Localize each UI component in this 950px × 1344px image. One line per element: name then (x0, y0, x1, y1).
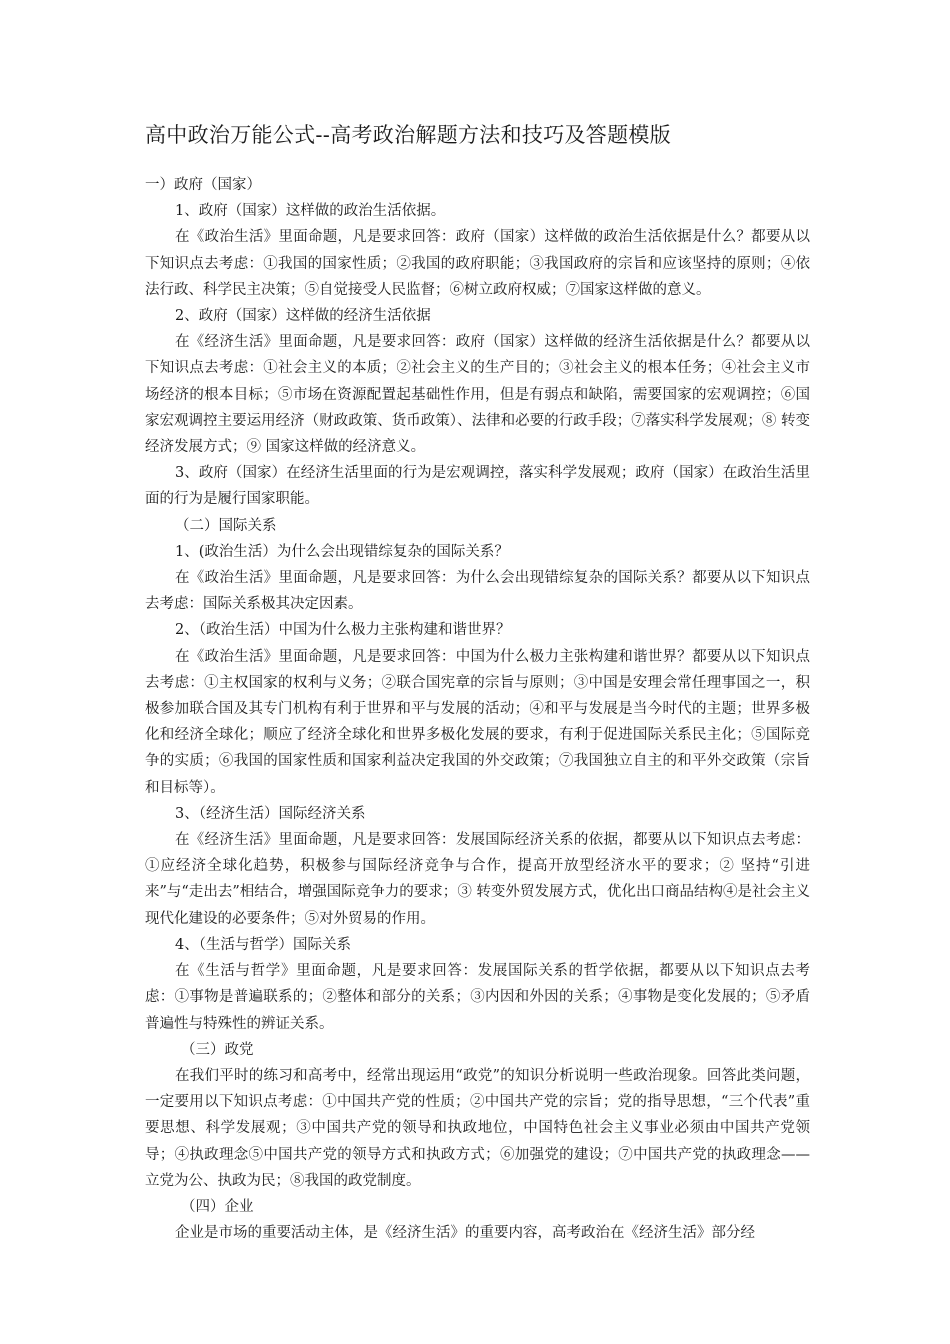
paragraph: 在《政治生活》里面命题，凡是要求回答：为什么会出现错综复杂的国际关系？都要从以下知识点去考虑：国际关系极其决定因素。 (145, 570, 810, 613)
paragraph: 1、(政治生活）为什么会出现错综复杂的国际关系？ (175, 543, 509, 560)
paragraph: 在《政治生活》里面命题，凡是要求回答：政府（国家）这样做的政治生活依据是什么？都要从以下知识点去考虑：①我国的国家性质；②我国的政府职能；③我国政府的宗旨和应该坚持的原则；④依法行政、科学民主决策；⑤自觉接受人民监督；⑥树立政府权威；⑦国家这样做的意义。 (145, 229, 810, 298)
paragraph: 在《生活与哲学》里面命题，凡是要求回答：发展国际关系的哲学依据，都要从以下知识点去考虑：①事物是普遍联系的；②整体和部分的关系；③内因和外因的关系；④事物是变化发展的；⑤矛盾普遍性与特殊性的辨证关系。 (145, 963, 810, 1032)
paragraph: 一）政府（国家） (145, 177, 261, 193)
paragraph: 3、（经济生活）国际经济关系 (175, 805, 366, 822)
paragraph: 2、（政治生活）中国为什么极力主张构建和谐世界？ (175, 622, 511, 639)
paragraph: 在《经济生活》里面命题，凡是要求回答：发展国际经济关系的依据，都要从以下知识点去考虑：①应经济全球化趋势，积极参与国际经济竞争与合作，提高开放型经济水平的要求；② 坚持“引进来”与“走出去”相结合，增强国际竞争力的要求；③ 转变外贸发展方式，优化出口商品结构④是社会主义现代化建设的必要条件；⑤对外贸易的作用。 (145, 832, 810, 927)
document-page (145, 118, 810, 1246)
paragraph: 4、（生活与哲学）国际关系 (175, 936, 351, 953)
paragraph: 1、政府（国家）这样做的政治生活依据。 (175, 203, 446, 220)
paragraph: （四）企业 (181, 1198, 254, 1215)
paragraph: 在《政治生活》里面命题，凡是要求回答：中国为什么极力主张构建和谐世界？都要从以下知识点去考虑：①主权国家的权利与义务；②联合国宪章的宗旨与原则；③中国是安理会常任理事国之一，积极参加联合国及其专门机构有利于世界和平与发展的活动；④和平与发展是当今时代的主题；世界多极化和经济全球化；顺应了经济全球化和世界多极化发展的要求，有利于促进国际关系民主化；⑤国际竞争的实质；⑥我国的国家性质和国家利益决定我国的外交政策；⑦我国独立自主的和平外交政策（宗旨和目标等）。 (145, 648, 810, 796)
paragraph: 2、政府（国家）这样做的经济生活依据 (175, 308, 431, 325)
document-body (145, 172, 810, 1246)
paragraph: 在《经济生活》里面命题，凡是要求回答：政府（国家）这样做的经济生活依据是什么？都要从以下知识点去考虑：①社会主义的本质；②社会主义的生产目的；③社会主义的根本任务；④社会主义市场经济的根本目标；⑤市场在资源配置起基础性作用，但是有弱点和缺陷，需要国家的宏观调控；⑥国家宏观调控主要运用经济（财政政策、货币政策）、法律和必要的行政手段；⑦落实科学发展观；⑧ 转变经济发展方式；⑨ 国家这样做的经济意义。 (145, 334, 810, 456)
paragraph: （三）政党 (181, 1041, 254, 1058)
paragraph: 3、政府（国家）在经济生活里面的行为是宏观调控，落实科学发展观；政府（国家）在政治生活里面的行为是履行国家职能。 (145, 465, 810, 508)
paragraph: 企业是市场的重要活动主体，是《经济生活》的重要内容，高考政治在《经济生活》部分经 (175, 1225, 755, 1242)
document-title: 高中政治万能公式--高考政治解题方法和技巧及答题模版 (145, 123, 671, 147)
paragraph: 在我们平时的练习和高考中，经常出现运用“政党”的知识分析说明一些政治现象。回答此类问题，一定要用以下知识点考虑：①中国共产党的性质；②中国共产党的宗旨；党的指导思想，“三个代表”重要思想、科学发展观；③中国共产党的领导和执政地位，中国特色社会主义事业必须由中国共产党领导；④执政理念⑤中国共产党的领导方式和执政方式；⑥加强党的建设；⑦中国共产党的执政理念——立党为公、执政为民；⑧我国的政党制度。 (145, 1067, 810, 1189)
paragraph: （二）国际关系 (175, 517, 277, 534)
